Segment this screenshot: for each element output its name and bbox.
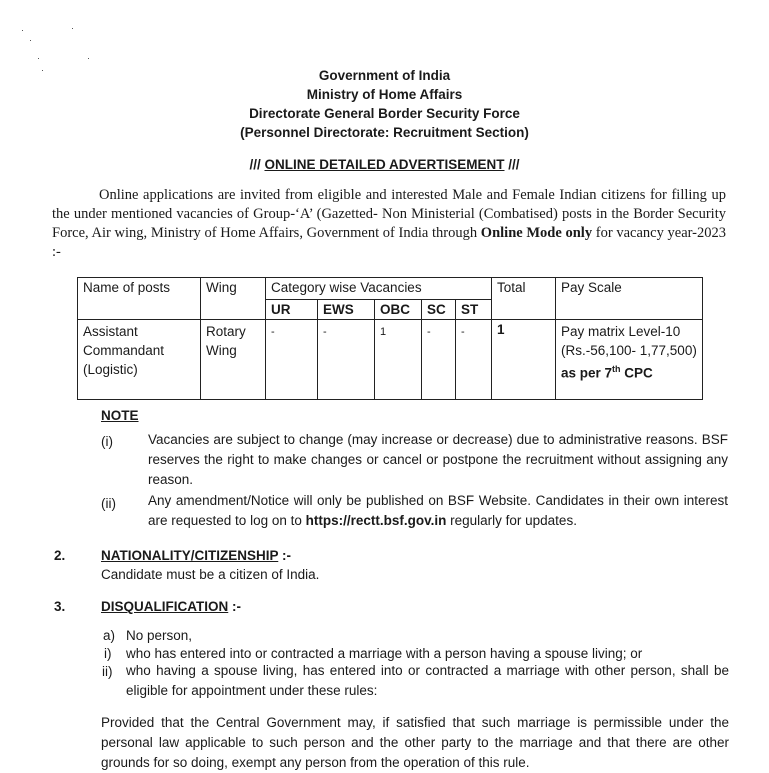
clause-ii-label: ii) bbox=[102, 664, 113, 679]
note-item-1-num: (i) bbox=[101, 434, 113, 449]
category-obc: OBC bbox=[375, 300, 422, 320]
header-section: (Personnel Directorate: Recruitment Section) bbox=[240, 125, 529, 140]
row-post: Assistant Commandant (Logistic) bbox=[78, 320, 201, 400]
section-3-number: 3. bbox=[54, 599, 66, 614]
header-government: Government of India bbox=[318, 68, 451, 83]
section-2-text: Candidate must be a citizen of India. bbox=[101, 567, 320, 582]
clause-ii-text: who having a spouse living, has entered into or contracted a marriage with other person, shall be eligible for appointment under these rules: bbox=[126, 663, 729, 698]
advertisement-title bbox=[0, 157, 769, 172]
row-ews: - bbox=[318, 320, 375, 400]
header-ministry: Ministry of Home Affairs bbox=[306, 87, 463, 102]
category-ews: EWS bbox=[318, 300, 375, 320]
header-directorate: Directorate General Border Security Force bbox=[249, 106, 520, 121]
pay-line3-post: CPC bbox=[620, 365, 653, 381]
clause-i-text: who has entered into or contracted a marriage with a person having a spouse living; or bbox=[126, 646, 643, 661]
header-wing: Wing bbox=[201, 278, 266, 320]
table-row bbox=[78, 320, 703, 400]
note-item-1-text: Vacancies are subject to change (may increase or decrease) due to administrative reasons. BSF reserves the right to make changes or cancel or postpone the recruitment without assigning any reason. bbox=[148, 432, 728, 487]
note-title: NOTE bbox=[101, 408, 139, 423]
row-obc: 1 bbox=[375, 320, 422, 400]
row-sc: - bbox=[422, 320, 456, 400]
clause-a-label: a) bbox=[103, 628, 116, 643]
header-pay: Pay Scale bbox=[556, 278, 703, 320]
scan-speck bbox=[72, 28, 73, 29]
ad-suffix: /// bbox=[504, 157, 520, 172]
section-2-number: 2. bbox=[54, 548, 66, 563]
row-pay bbox=[556, 320, 703, 400]
table-header-row bbox=[78, 278, 703, 300]
section-3-suffix: :- bbox=[228, 599, 241, 614]
vacancy-table bbox=[77, 277, 703, 400]
clause-a-text: No person, bbox=[126, 628, 193, 643]
section-3-title: DISQUALIFICATION bbox=[101, 599, 229, 614]
pay-sup: th bbox=[612, 364, 621, 374]
scan-speck bbox=[22, 30, 23, 31]
ad-title-text: ONLINE DETAILED ADVERTISEMENT bbox=[264, 157, 505, 172]
intro-paragraph bbox=[52, 186, 726, 262]
category-st: ST bbox=[456, 300, 492, 320]
row-st: - bbox=[456, 320, 492, 400]
proviso-paragraph: Provided that the Central Government may, if satisfied that such marriage is permissible under the personal law applicable to such person and the other party to the marriage and that there are other grounds for so doing, exempt any person from the operation of this rule. bbox=[101, 715, 729, 770]
section-2-title: NATIONALITY/CITIZENSHIP bbox=[101, 548, 279, 563]
intro-text-end: for vacancy year-2023 :- bbox=[52, 225, 727, 260]
note-item-2-post: regularly for updates. bbox=[446, 513, 577, 528]
category-sc: SC bbox=[422, 300, 456, 320]
ad-prefix: /// bbox=[249, 157, 265, 172]
section-2-suffix: :- bbox=[278, 548, 292, 563]
header-total: Total bbox=[492, 278, 556, 320]
section-3-heading bbox=[101, 599, 241, 614]
note-item-2-pre: Any amendment/Notice will only be published on BSF Website. Candidates in their own interest are requested to log on to bbox=[148, 493, 728, 528]
row-total: 1 bbox=[492, 320, 556, 400]
category-ur: UR bbox=[266, 300, 318, 320]
intro-text: Online applications are invited from eligible and interested Male and Female Indian citizens for filling up the under mentioned vacancies of Group-‘A’ (Gazetted- Non Ministerial (Combatised) posts in the Border Security Force, Air wing, Ministry of Home Affairs, Government of India through bbox=[52, 187, 726, 241]
header-category: Category wise Vacancies bbox=[266, 278, 492, 300]
pay-line3-pre: as per 7 bbox=[561, 365, 613, 381]
scan-speck bbox=[88, 58, 89, 59]
scan-speck bbox=[38, 58, 39, 59]
header-post: Name of posts bbox=[78, 278, 201, 320]
intro-bold: Online Mode only bbox=[480, 225, 593, 241]
scan-speck bbox=[30, 40, 31, 41]
row-ur: - bbox=[266, 320, 318, 400]
section-2-heading bbox=[101, 548, 291, 563]
bsf-link[interactable]: https://rectt.bsf.gov.in bbox=[305, 513, 447, 528]
pay-line2: (Rs.-56,100- 1,77,500) bbox=[561, 343, 697, 358]
row-wing: Rotary Wing bbox=[201, 320, 266, 400]
pay-line3 bbox=[561, 360, 697, 383]
clause-i-label: i) bbox=[104, 646, 112, 661]
note-item-2-text bbox=[148, 491, 728, 531]
note-item-2-num: (ii) bbox=[101, 496, 116, 511]
pay-line1: Pay matrix Level-10 bbox=[561, 324, 681, 339]
